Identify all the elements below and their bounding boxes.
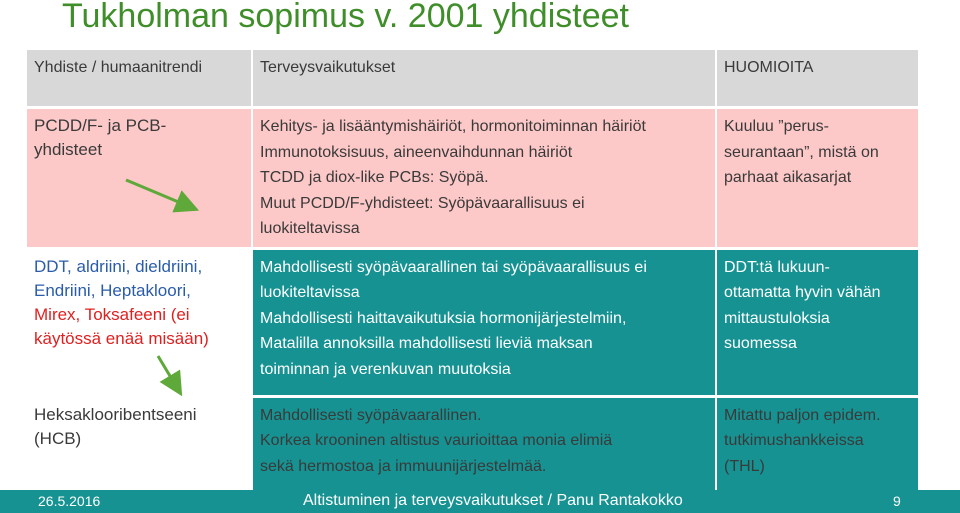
slide-title: Tukholman sopimus v. 2001 yhdisteet — [62, 0, 629, 35]
effects-line: Mahdollisesti syöpävaarallinen. — [260, 406, 482, 424]
notes-line: mittaustuloksia — [724, 309, 830, 327]
notes-line: seurantaan”, mistä on — [724, 143, 879, 161]
compound-cell — [27, 109, 251, 247]
footer-title: Altistuminen ja terveysvaikutukset / Panu Rantakokko — [303, 492, 683, 509]
notes-line: Kuuluu ”perus- — [724, 118, 829, 135]
table-row — [27, 398, 918, 492]
compound-cell — [27, 250, 251, 395]
compound-line: DDT, aldriini, dieldriini, — [34, 256, 203, 276]
table-row — [27, 250, 918, 395]
notes-cell — [717, 398, 918, 492]
effects-line: Muut PCDD/F-yhdisteet: Syöpävaarallisuus ei — [260, 194, 585, 212]
effects-line: luokiteltavissa — [260, 220, 360, 237]
notes-line: Mitattu paljon epidem. — [724, 406, 881, 424]
effects-line: Korkea krooninen altistus vaurioittaa monia elimiä — [260, 432, 613, 449]
effects-cell — [253, 398, 715, 492]
header-effects: Terveysvaikutukset — [253, 50, 715, 106]
effects-line: luokiteltavissa — [260, 284, 360, 301]
compound-line-red: käytössä enää misään) — [34, 328, 209, 348]
effects-line: Mahdollisesti syöpävaarallinen tai syöpävaarallisuus ei — [260, 258, 647, 276]
effects-line: Kehitys- ja lisääntymishäiriöt, hormonitoiminnan häiriöt — [260, 118, 646, 135]
table-header-row — [27, 50, 918, 106]
compound-cell — [27, 398, 251, 492]
notes-cell — [717, 109, 918, 247]
effects-cell — [253, 250, 715, 395]
notes-line: tutkimushankkeissa — [724, 432, 864, 449]
table-row — [27, 109, 918, 247]
compound-line: (HCB) — [34, 428, 82, 448]
footer-bar — [0, 490, 960, 513]
effects-line: toiminnan ja verenkuvan muutoksia — [260, 360, 511, 378]
notes-line: suomessa — [724, 335, 797, 352]
compound-line: Heksaklooribentseeni — [34, 404, 197, 424]
compound-line: yhdisteet — [34, 140, 103, 159]
effects-line: Immunotoksisuus, aineenvaihdunnan häiriöt — [260, 143, 573, 161]
effects-cell — [253, 109, 715, 247]
compound-line: PCDD/F- ja PCB- — [34, 116, 167, 135]
notes-line: (THL) — [724, 457, 765, 475]
notes-line: ottamatta hyvin vähän — [724, 284, 881, 301]
compound-line-red: Mirex, Toksafeeni (ei — [34, 304, 190, 324]
effects-line: Mahdollisesti haittavaikutuksia hormonijärjestelmiin, — [260, 309, 627, 327]
footer-date: 26.5.2016 — [38, 493, 101, 509]
compound-line: Endriini, Heptakloori, — [34, 280, 191, 300]
notes-cell — [717, 250, 918, 395]
compounds-table — [25, 47, 920, 495]
effects-line: Matalilla annoksilla mahdollisesti lieviä maksan — [260, 335, 593, 352]
effects-line: TCDD ja diox-like PCBs: Syöpä. — [260, 169, 489, 186]
header-notes: HUOMIOITA — [717, 50, 918, 106]
notes-line: DDT:tä lukuun- — [724, 258, 830, 276]
footer-page-number: 9 — [893, 493, 901, 509]
header-compound: Yhdiste / humaanitrendi — [27, 50, 251, 106]
notes-line: parhaat aikasarjat — [724, 169, 852, 186]
effects-line: sekä hermostoa ja immuunijärjestelmää. — [260, 457, 547, 475]
